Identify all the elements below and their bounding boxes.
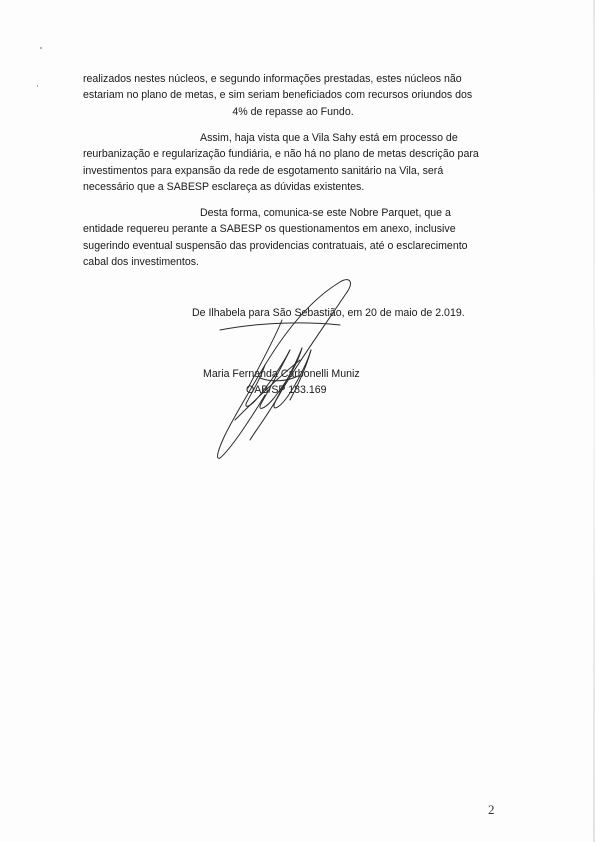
paragraph-3 xyxy=(83,205,503,270)
paragraph-line: investimentos para expansão da rede de esgotamento sanitário na Vila, será xyxy=(83,164,444,177)
paragraph-line xyxy=(83,205,503,221)
paragraph-line: cabal dos investimentos. xyxy=(83,255,200,268)
paragraph-line-text: Desta forma, comunica-se este Nobre Parquet, que a xyxy=(200,207,451,219)
paragraph-2 xyxy=(83,130,503,195)
paragraph-line: sugerindo eventual suspensão das providencias contratuais, até o esclarecimento xyxy=(83,239,468,252)
paragraph-line-text: Assim, haja vista que a Vila Sahy está em processo de xyxy=(200,132,458,144)
paragraph-line: realizados nestes núcleos, e segundo informações prestadas, estes núcleos não xyxy=(83,73,462,85)
paragraph-line: entidade requereu perante a SABESP os questionamentos em anexo, inclusive xyxy=(83,223,456,236)
signatory-name: Maria Fernanda Carbonelli Muniz xyxy=(203,368,360,380)
paragraph-line: reurbanização e regularização fundiária, e não há no plano de metas descrição para xyxy=(83,148,479,161)
scan-speck xyxy=(40,47,42,49)
handwritten-signature xyxy=(190,270,380,470)
dateline: De Ilhabela para São Sebastião, em 20 de maio de 2.019. xyxy=(192,307,465,319)
page-number: 2 xyxy=(488,802,495,817)
paragraph-line: estariam no plano de metas, e sim seriam beneficiados com recursos oriundos dos xyxy=(83,89,473,102)
paragraph-1 xyxy=(83,71,503,120)
scan-speck xyxy=(37,85,38,87)
signatory-oab: OAB/SP 183.169 xyxy=(246,384,327,396)
paragraph-line xyxy=(83,130,503,146)
paragraph-line: 4% de repasse ao Fundo. xyxy=(232,105,354,118)
paragraph-line: necessário que a SABESP esclareça as dúvidas existentes. xyxy=(83,180,365,193)
